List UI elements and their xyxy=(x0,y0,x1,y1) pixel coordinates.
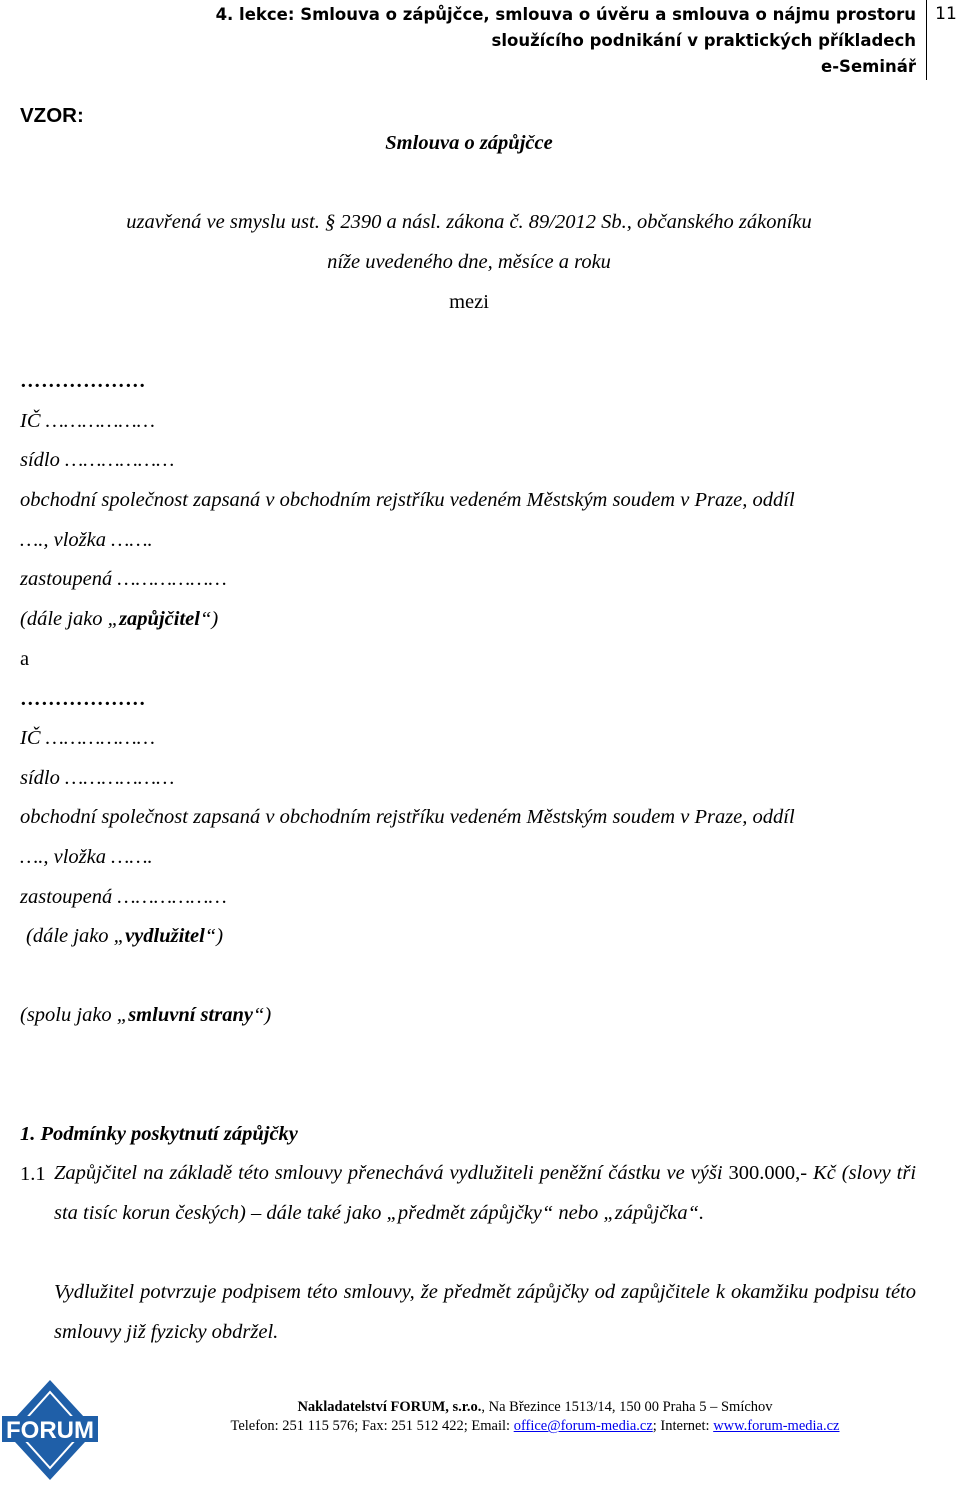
alias-lender: zapůjčitel xyxy=(119,608,200,630)
subtitle-date: níže uvedeného dne, měsíce a roku xyxy=(327,251,611,273)
clause-number: 1.1 xyxy=(20,1163,46,1185)
forum-logo xyxy=(2,1378,98,1482)
party1-registry: obchodní společnost zapsaná v obchodním rejstříku vedeném Městským soudem v Praze, oddíl xyxy=(20,489,795,511)
alias-borrower: vydlužitel xyxy=(125,925,205,947)
header-line-3: e-Seminář xyxy=(821,57,916,76)
header-line-1: 4. lekce: Smlouva o zápůjčce, smlouva o úvěru a smlouva o nájmu prostoru xyxy=(215,5,916,24)
document-title: Smlouva o zápůjčce xyxy=(385,132,553,154)
together-prefix: (spolu jako „ xyxy=(20,1004,129,1026)
publisher-name: Nakladatelství FORUM, s.r.o. xyxy=(297,1399,482,1415)
party1-represented: zastoupená ……………… xyxy=(20,568,227,590)
party2-alias xyxy=(26,923,223,949)
alias-suffix: “) xyxy=(204,925,224,947)
page-number: 11 xyxy=(935,4,957,24)
logo-text: FORUM xyxy=(6,1417,94,1444)
contact-phone-fax: Telefon: 251 115 576; Fax: 251 512 422; Email: xyxy=(230,1418,514,1434)
loan-amount: 300.000,- xyxy=(728,1162,808,1184)
alias-prefix: (dále jako „ xyxy=(20,608,120,630)
party2-registry: obchodní společnost zapsaná v obchodním rejstříku vedeném Městským soudem v Praze, oddíl xyxy=(20,806,795,828)
party2-represented: zastoupená ……………… xyxy=(20,886,227,908)
party2-ic: IČ ……………… xyxy=(20,727,155,749)
footer-contact xyxy=(110,1417,960,1436)
party1-name: ……………… xyxy=(20,370,146,392)
publisher-address: , Na Březince 1513/14, 150 00 Praha 5 – Smíchov xyxy=(481,1399,773,1415)
party2-seat: sídlo ……………… xyxy=(20,767,175,789)
between-label: mezi xyxy=(449,291,489,313)
parties-together xyxy=(20,1002,271,1028)
header-divider xyxy=(926,0,927,80)
clause-1-1-paragraph-1 xyxy=(54,1154,916,1233)
clause-text-a: Zapůjčitel na základě této smlouvy přenechává vydlužiteli peněžní částku ve výši xyxy=(54,1162,723,1184)
clause-text-b: Kč (slovy tři sta tisíc korun českých) – dále také jako „předmět zápůjčky“ nebo „zápůjčka“. xyxy=(54,1162,917,1224)
party2-name: ……………… xyxy=(20,688,146,710)
email-link[interactable]: office@forum-media.cz xyxy=(513,1418,653,1434)
internet-label: ; Internet: xyxy=(652,1418,714,1434)
party1-insert: …., vložka ……. xyxy=(20,529,153,551)
vzor-label: VZOR: xyxy=(20,104,84,127)
header-line-2: sloužícího podnikání v praktických příkladech xyxy=(491,31,916,50)
document-header xyxy=(180,2,916,80)
party1-seat: sídlo ……………… xyxy=(20,449,175,471)
together-suffix: “) xyxy=(252,1004,272,1026)
alias-suffix: “) xyxy=(199,608,219,630)
together-alias: smluvní strany xyxy=(128,1004,253,1026)
and-label: a xyxy=(20,648,30,670)
footer xyxy=(110,1398,960,1436)
footer-publisher xyxy=(110,1398,960,1417)
alias-prefix: (dále jako „ xyxy=(26,925,126,947)
subtitle-statute: uzavřená ve smyslu ust. § 2390 a násl. zákona č. 89/2012 Sb., občanského zákoníku xyxy=(126,211,812,233)
clause-1-1-paragraph-2: Vydlužitel potvrzuje podpisem této smlouvy, že předmět zápůjčky od zapůjčitele k okamžiku podpisu této smlouvy již fyzicky obdržel. xyxy=(54,1281,916,1343)
party1-alias xyxy=(20,606,218,632)
party2-insert: …., vložka ……. xyxy=(20,846,153,868)
section-1-heading: 1. Podmínky poskytnutí zápůjčky xyxy=(20,1123,298,1145)
party1-ic: IČ ……………… xyxy=(20,410,155,432)
website-link[interactable]: www.forum-media.cz xyxy=(713,1418,840,1434)
